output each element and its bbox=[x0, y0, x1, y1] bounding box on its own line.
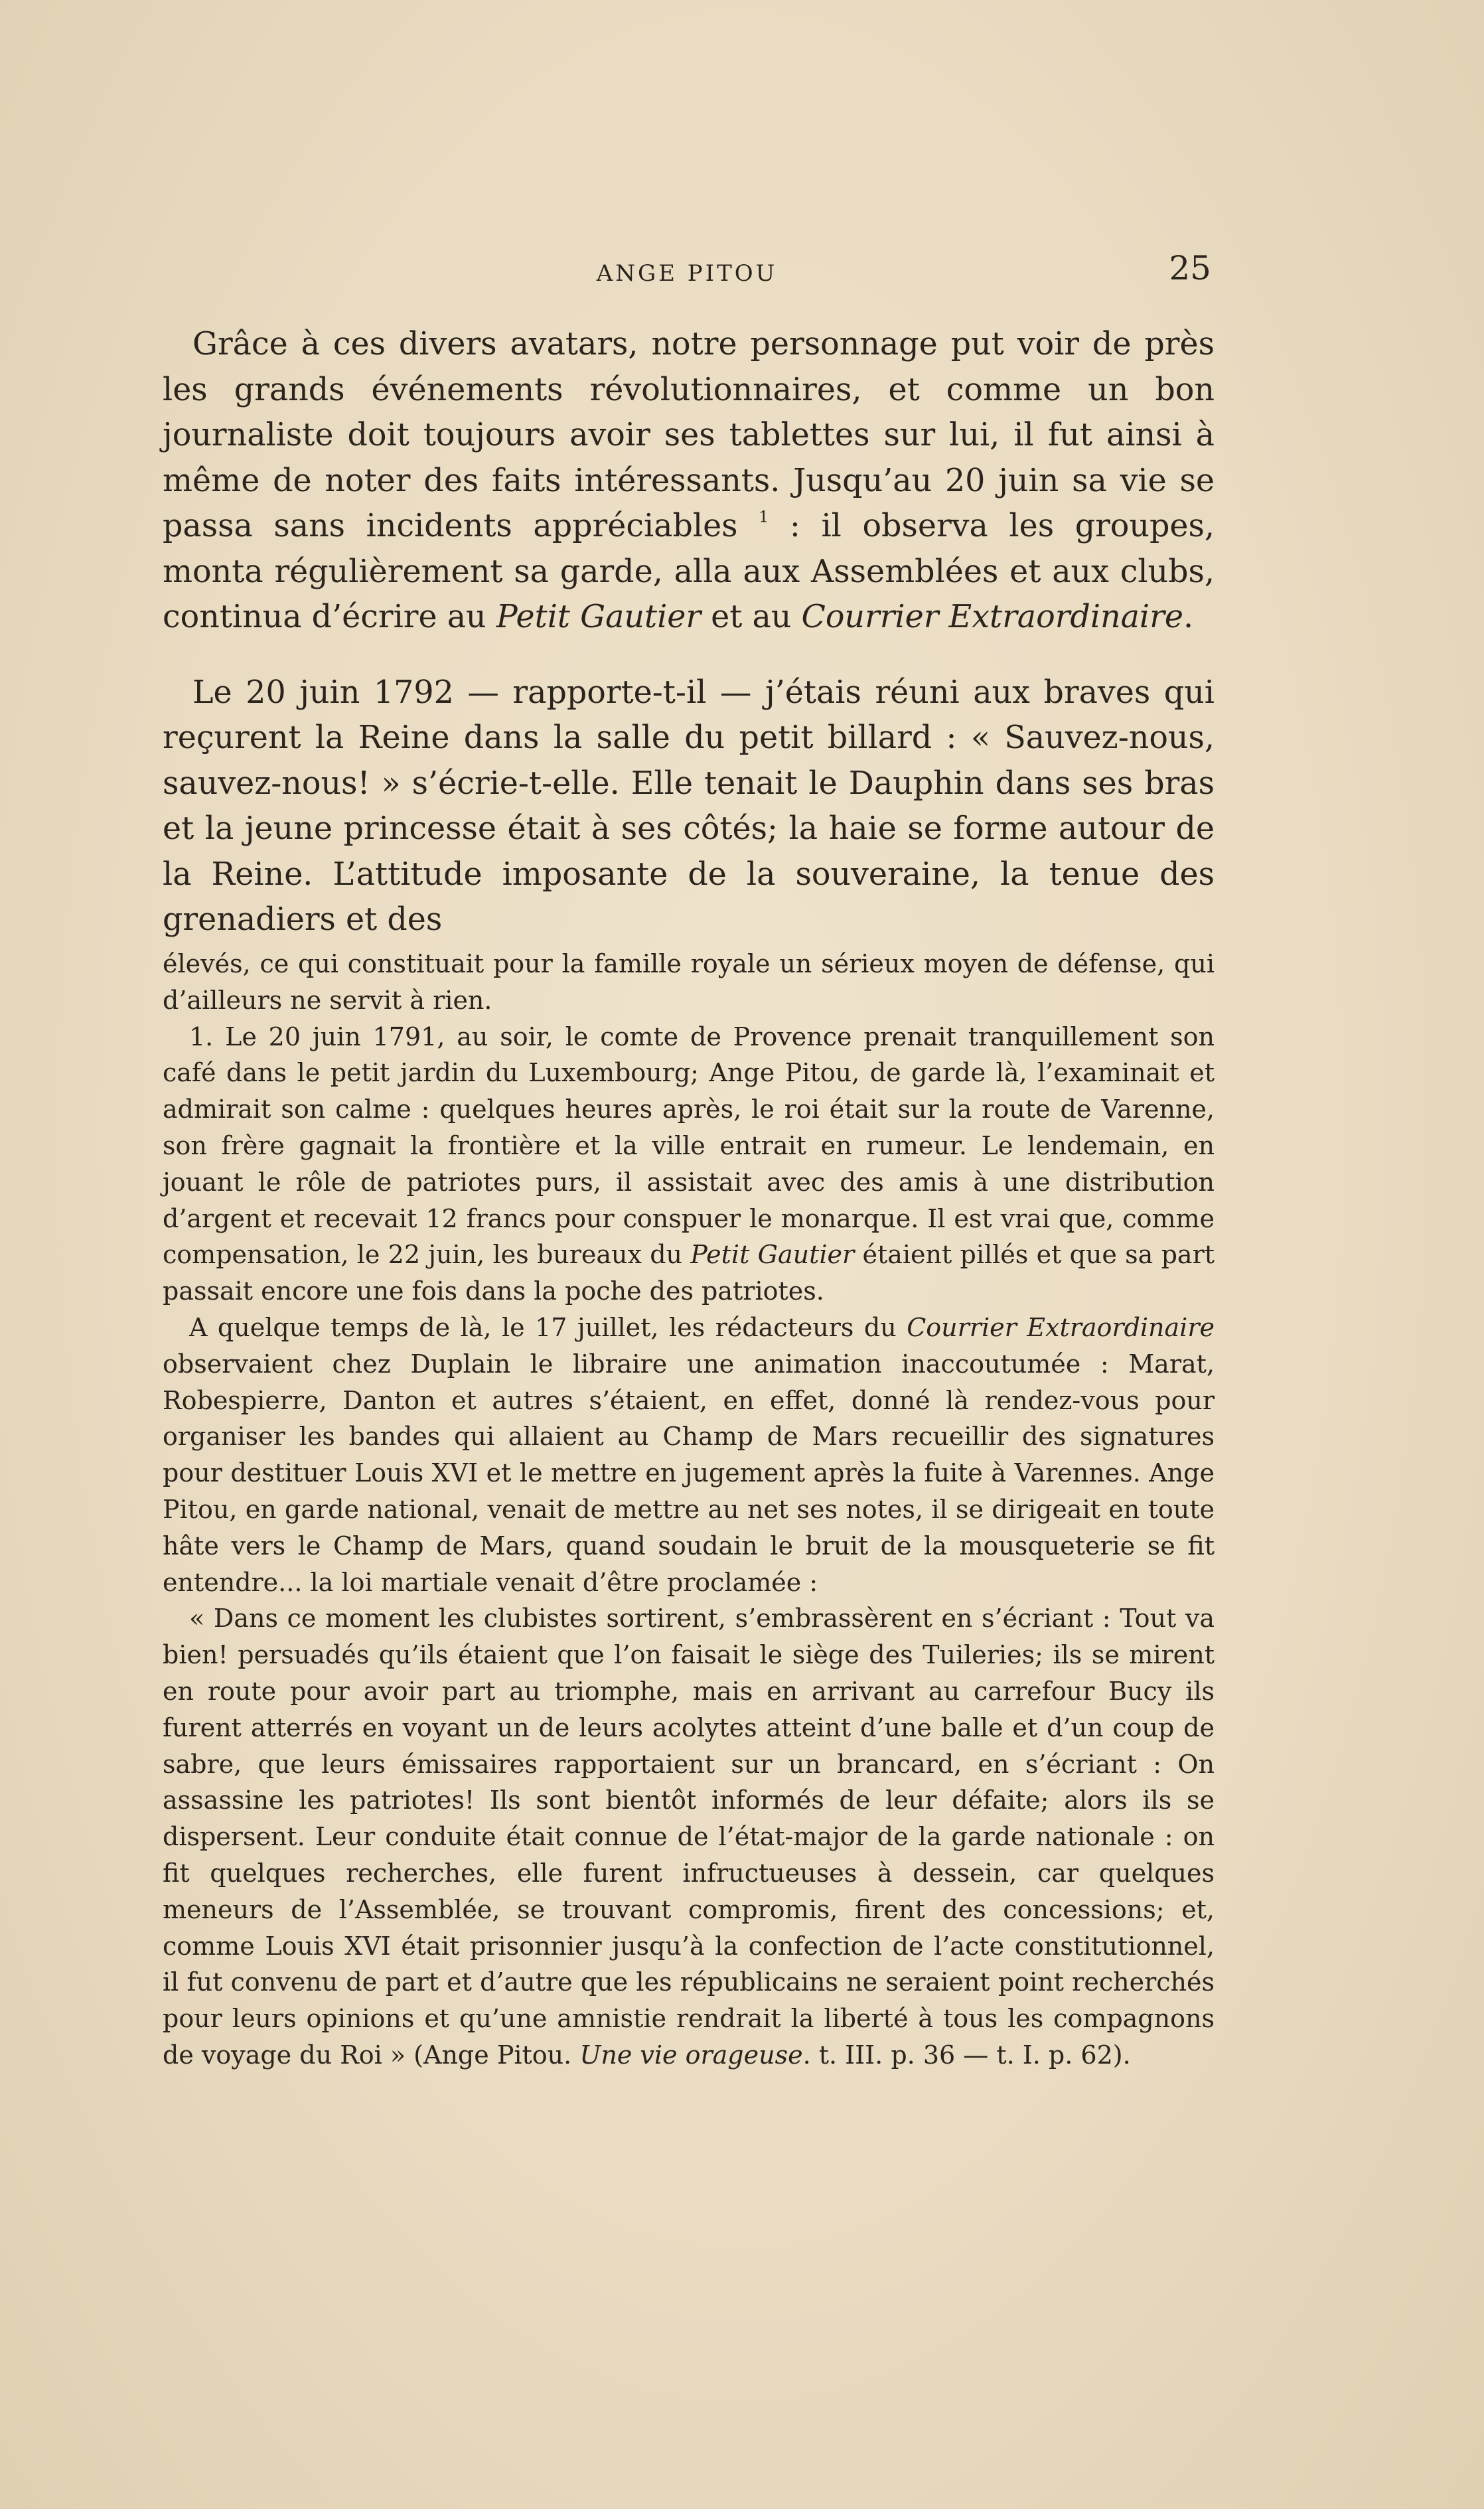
paragraph-1-text-b: : il observa les groupes, monta régulièrement sa garde, alla aux Assemblées et aux clubs, continua d’écrire au bbox=[163, 508, 1215, 635]
newspaper-title-petit-gautier: Petit Gautier bbox=[496, 599, 702, 635]
running-head bbox=[163, 249, 1211, 293]
footnote-2-text-a: A quelque temps de là, le 17 juillet, les rédacteurs du bbox=[189, 1312, 907, 1342]
footnote-1-paragraph-2 bbox=[163, 1310, 1215, 1600]
footnote-2-italic: Courrier Extraordinaire bbox=[907, 1312, 1215, 1342]
paragraph-1 bbox=[163, 322, 1215, 641]
footnote-3-text-a: « Dans ce moment les clubistes sortirent, s’embrassèrent en s’écriant : Tout va bien! persuadés qu’ils étaient que l’on faisait le siège des Tuileries; ils se mirent en route pour avoir part au triomphe, mais en arrivant au carrefour Bucy ils furent atterrés en voyant un de leurs acolytes atteint d’une balle et d’un coup de sabre, que leurs émissaires rapportaient sur un brancard, en s’écriant : On assassine les patriotes! Ils sont bientôt informés de leur défaite; alors ils se dispersent. Leur conduite était connue de l’état-major de la garde nationale : on fit quelques recherches, elle furent infructueuses à dessein, car quelques meneurs de l’Assemblée, se trouvant compromis, firent des concessions; et, comme Louis XVI était prisonnier jusqu’à la confection de l’acte constitutionnel, il fut convenu de part et d’autre que les républicains ne seraient point recherchés pour leurs opinions et qu’une amnistie rendrait la liberté à tous les compagnons de voyage du Roi » (Ange Pitou. bbox=[163, 1604, 1215, 2070]
paragraph-1-text-a: Grâce à ces divers avatars, notre personnage put voir de près les grands événements révolutionnaires, et comme un bon journaliste doit toujours avoir ses tablettes sur lui, il fut ainsi à même de noter des faits intéressants. Jusqu’au 20 juin sa vie se passa sans incidents appréciables bbox=[163, 326, 1215, 544]
page-number: 25 bbox=[1169, 249, 1211, 287]
newspaper-title-courrier: Courrier Extraordinaire bbox=[801, 599, 1183, 635]
footnotes bbox=[163, 946, 1215, 2074]
paragraph-1-text-c: et au bbox=[701, 599, 802, 635]
footnote-1 bbox=[163, 1019, 1215, 1310]
footnote-1-quotation bbox=[163, 1600, 1215, 2073]
main-text bbox=[163, 322, 1215, 943]
footnote-1-italic: Petit Gautier bbox=[690, 1240, 855, 1270]
footnote-2-text-b: observaient chez Duplain le libraire une animation inaccoutumée : Marat, Robespierre, Danton et autres s’étaient, en effet, donné là rendez-vous pour organiser les bandes qui allaient au Champ de Mars recueillir des signatures pour destituer Louis XVI et le mettre en jugement après la fuite à Varennes. Ange Pitou, en garde national, venait de mettre au net ses notes, il se dirigeait en toute hâte vers le Champ de Mars, quand soudain le bruit de la mousqueterie se fit entendre... la loi martiale venait d’être proclamée : bbox=[163, 1349, 1215, 1597]
footnote-3-text-b: . t. III. p. 36 — t. I. p. 62). bbox=[802, 2040, 1131, 2070]
footnote-3-italic: Une vie orageuse bbox=[579, 2040, 803, 2070]
paragraph-1-text-d: . bbox=[1183, 599, 1194, 635]
running-title: ANGE PITOU bbox=[596, 260, 778, 287]
footnote-1-text-a: 1. Le 20 juin 1791, au soir, le comte de Provence prenait tranquillement son café dans le petit jardin du Luxembourg; Ange Pitou, de garde là, l’examinait et admirait son calme : quelques heures après, le roi était sur la route de Varenne, son frère gagnait la frontière et la ville entrait en rumeur. Le lendemain, en jouant le rôle de patriotes purs, il assistait avec des amis à une distribution d’argent et recevait 12 francs pour conspuer le monarque. Il est vrai que, comme compensation, le 22 juin, les bureaux du bbox=[163, 1022, 1215, 1270]
paragraph-2: Le 20 juin 1792 — rapporte-t-il — j’étais réuni aux braves qui reçurent la Reine dans la salle du petit billard : « Sauvez-nous, sauvez-nous! » s’écrie-t-elle. Elle tenait le Dauphin dans ses bras et la jeune princesse était à ses côtés; la haie se forme autour de la Reine. L’attitude imposante de la souveraine, la tenue des grenadiers et des bbox=[163, 674, 1215, 938]
footnote-reference: 1 bbox=[759, 507, 769, 526]
footnote-1-text-b: étaient pillés et que sa part passait encore une fois dans la poche des patriotes. bbox=[163, 1240, 1215, 1306]
footnote-continuation: élevés, ce qui constituait pour la famille royale un sérieux moyen de défense, qui d’ailleurs ne servit à rien. bbox=[163, 949, 1215, 1015]
